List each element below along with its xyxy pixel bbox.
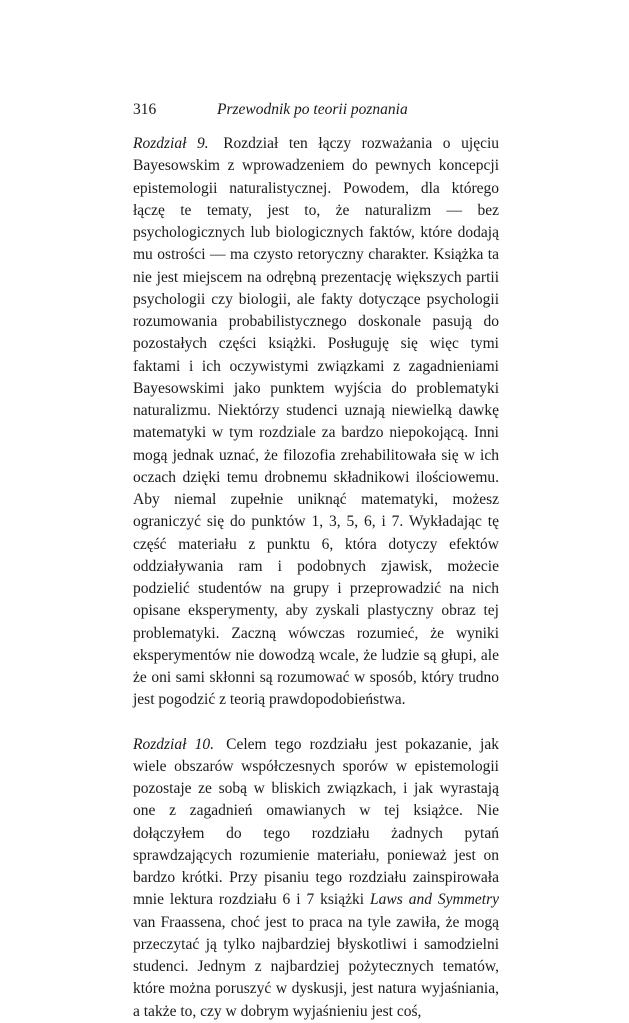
running-head — [133, 99, 499, 121]
chapter-10-text-after-title: van Fraassena, choć jest to praca na tyle zawiła, że mogą przeczytać ją tylko najbardziej błyskotliwi i samodzielni studenci. Jednym z najbardziej pożytecznych tematów, które można poruszyć w dyskusji, jest natura wyjaśniania, a także to, czy w dobrym wyjaśnieniu jest coś, — [133, 913, 499, 1020]
page-number: 316 — [133, 101, 157, 118]
chapter-9-label: Rozdział 9. — [133, 135, 209, 152]
chapter-10-label: Rozdział 10. — [133, 735, 214, 753]
chapter-9-paragraph — [133, 133, 499, 712]
chapter-9-text: Rozdział ten łączy rozważania o ujęciu Bayesowskim z wprowadzeniem do pewnych koncepcji epistemologii naturalistycznej. Powodem, dla którego łączę te tematy, jest to, że naturalizm — bez psychologicznych lub biologicznych faktów, które dodają mu ostrości — ma czysto retoryczny charakter. Książka ta nie jest miejscem na odrębną prezentację większych partii psychologii czy biologii, ale fakty dotyczące psychologii rozumowania probabilistycznego doskonale pasują do pozostałych części książki. Posługuję się więc tymi faktami i ich oczywistymi związkami z zagadnieniami Bayesowskimi jako punktem wyjścia do problematyki naturalizmu. Niektórzy studenci uznają niewielką dawkę matematyki w tym rozdziale za bardzo niepokojącą. Inni mogą jednak uznać, że filozofia zrehabilitowała się w ich oczach dzięki temu drobnemu składnikowi ilościowemu. Aby niemal zupełnie uniknąć matematyki, możesz ograniczyć się do punktów 1, 3, 5, 6, i 7. Wykładając tę część materiału z punktu 6, która dotyczy efektów oddziaływania ram i podobnych zjawisk, możecie podzielić studentów na grupy i przeprowadzić na nich opisane eksperymenty, aby zyskali plastyczny obraz tej problematyki. Zaczną wówczas rozumieć, że wyniki eksperymentów nie dowodzą wcale, że ludzie są głupi, ale że oni sami skłonni są rozumować w sposób, który trudno jest pogodzić z teorią prawdopodobieństwa. — [133, 135, 500, 709]
book-title-laws-and-symmetry: Laws and Symmetry — [370, 891, 500, 909]
header-title: Przewodnik po teorii poznania — [217, 101, 408, 118]
chapter-10-paragraph — [133, 734, 499, 1023]
chapter-10-text-before-title: Celem tego rozdziału jest pokazanie, jak wiele obszarów współczesnych sporów w epistemologii pozostaje ze sobą w bliskich związkach, i jak wyrastają one z zagadnień omawianych w tej książce. Nie dołączyłem do tego rozdziału żadnych pytań sprawdzających rozumienie materiału, ponieważ jest on bardzo krótki. Przy pisaniu tego rozdziału zainspirowała mnie lektura rozdziału 6 i 7 książki — [133, 735, 499, 909]
page-body — [133, 133, 499, 1023]
